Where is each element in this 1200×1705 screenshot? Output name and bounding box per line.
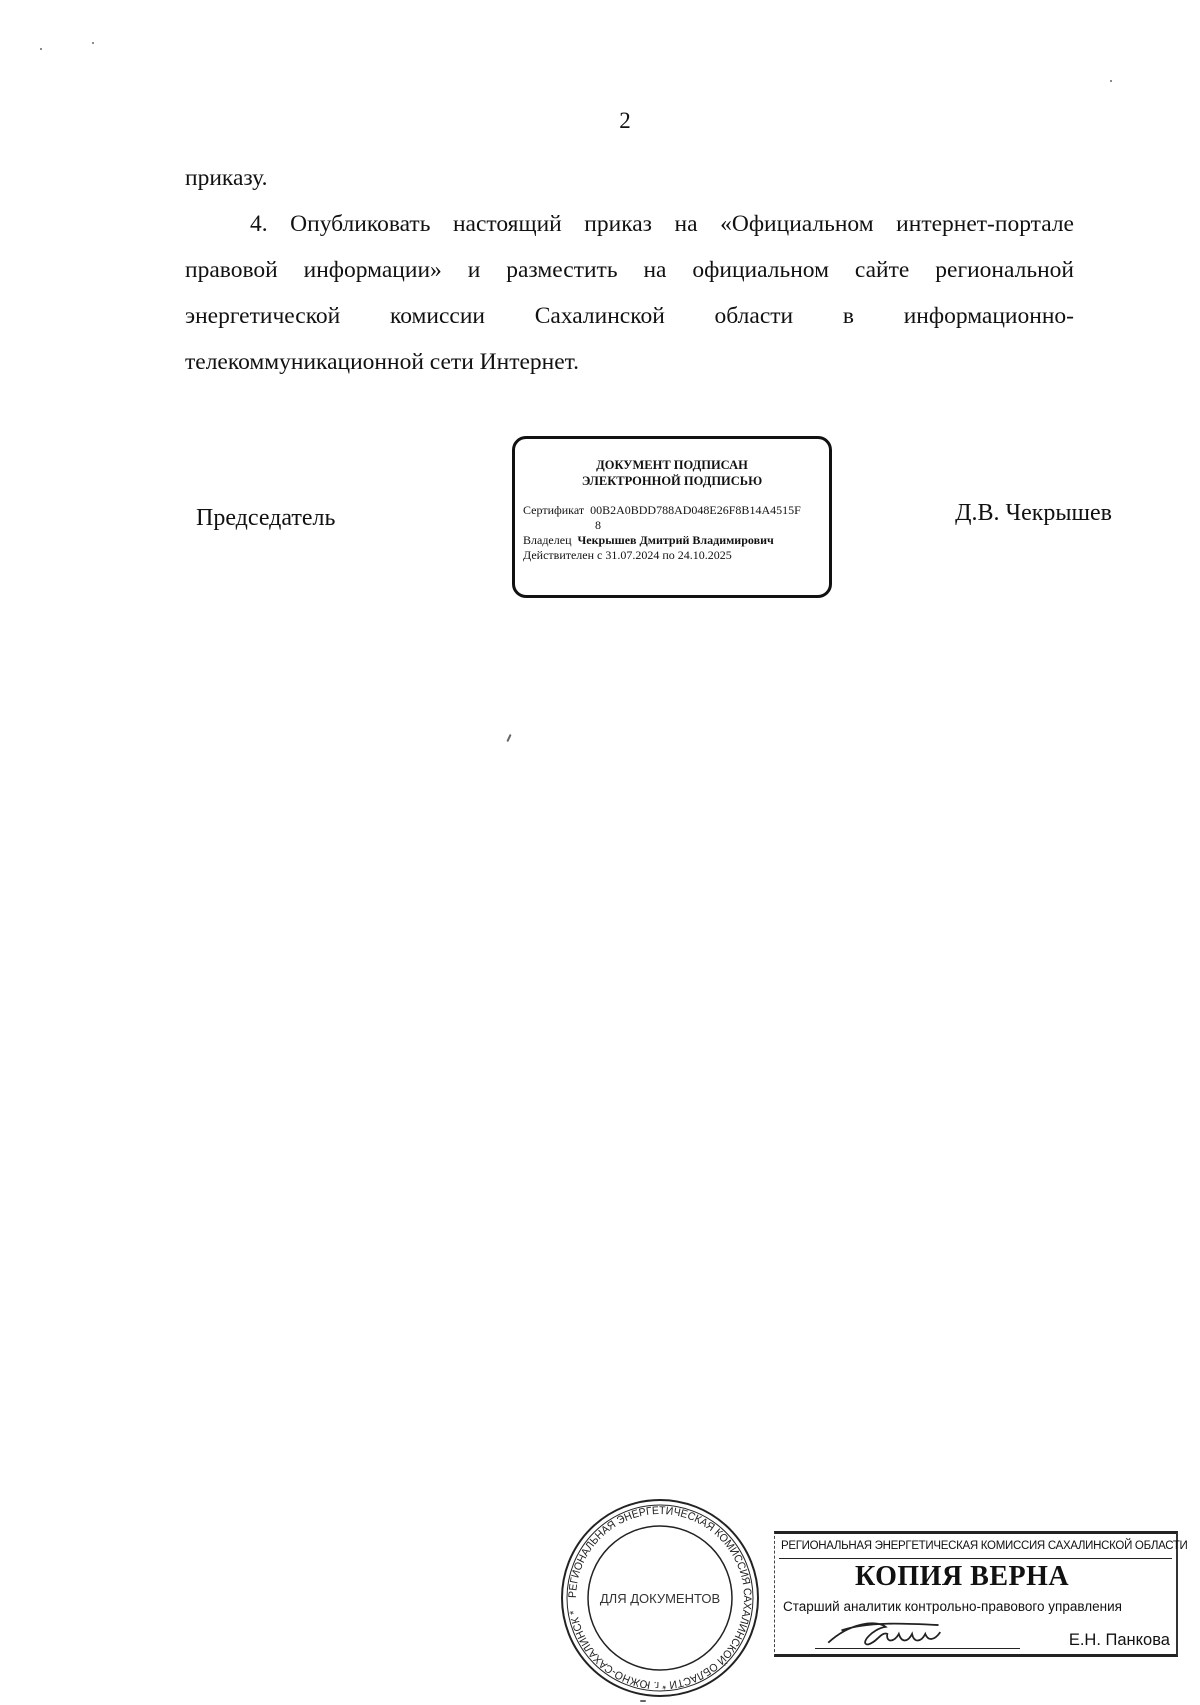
stamp-title: КОПИЯ ВЕРНА: [855, 1561, 1070, 1592]
stamp-name: Е.Н. Панкова: [1068, 1631, 1170, 1649]
scan-speck: [1110, 80, 1112, 82]
esig-title-line2: ЭЛЕКТРОННОЙ ПОДПИСЬЮ: [581, 474, 763, 488]
body-line: энергетической комиссии Сахалинской области в информационно-: [185, 303, 1074, 329]
electronic-signature-box: [512, 436, 832, 598]
cert-label: Сертификат: [523, 503, 585, 517]
copy-certified-stamp: [774, 1531, 1188, 1657]
signature-line: [815, 1648, 1020, 1649]
stamp-organization: РЕГИОНАЛЬНАЯ ЭНЕРГЕТИЧЕСКАЯ КОМИССИЯ САХАЛИНСКОЙ ОБЛАСТИ: [781, 1540, 1188, 1552]
body-line: правовой информации» и разместить на официальном сайте региональной: [185, 257, 1074, 283]
cert-value: 00B2A0BDD788AD048E26F8B14A4515F: [590, 503, 801, 517]
page-number: 2: [619, 108, 631, 133]
signatory-role: Председатель: [196, 505, 336, 531]
body-line: 4. Опубликовать настоящий приказ на «Официальном интернет-портале: [250, 211, 1074, 237]
validity: Действителен с 31.07.2024 по 24.10.2025: [523, 548, 732, 562]
scan-speck: [40, 48, 42, 50]
cert-value-cont: 8: [595, 518, 601, 532]
esig-title-line1: ДОКУМЕНТ ПОДПИСАН: [596, 458, 748, 472]
owner-value: Чекрышев Дмитрий Владимирович: [577, 533, 774, 547]
seal-inner-text: ДЛЯ ДОКУМЕНТОВ: [599, 1591, 721, 1606]
stamp-position: Старший аналитик контрольно-правового управления: [783, 1599, 1122, 1614]
seal-outer-text: РЕГИОНАЛЬНАЯ ЭНЕРГЕТИЧЕСКАЯ КОМИССИЯ САХАЛИНСКОЙ ОБЛАСТИ * г. ЮЖНО-САХАЛИНСК *: [566, 1504, 754, 1692]
round-seal: [560, 1498, 760, 1698]
stamp-divider: [779, 1558, 1172, 1559]
handwritten-signature: [815, 1618, 965, 1648]
signatory-name: Д.В. Чекрышев: [955, 500, 1112, 526]
scan-speck: [506, 734, 511, 742]
body-line: приказу.: [185, 165, 268, 191]
body-line: телекоммуникационной сети Интернет.: [185, 349, 580, 375]
scan-speck: [640, 1700, 646, 1702]
scan-speck: [92, 42, 94, 44]
owner-label: Владелец: [523, 533, 572, 547]
